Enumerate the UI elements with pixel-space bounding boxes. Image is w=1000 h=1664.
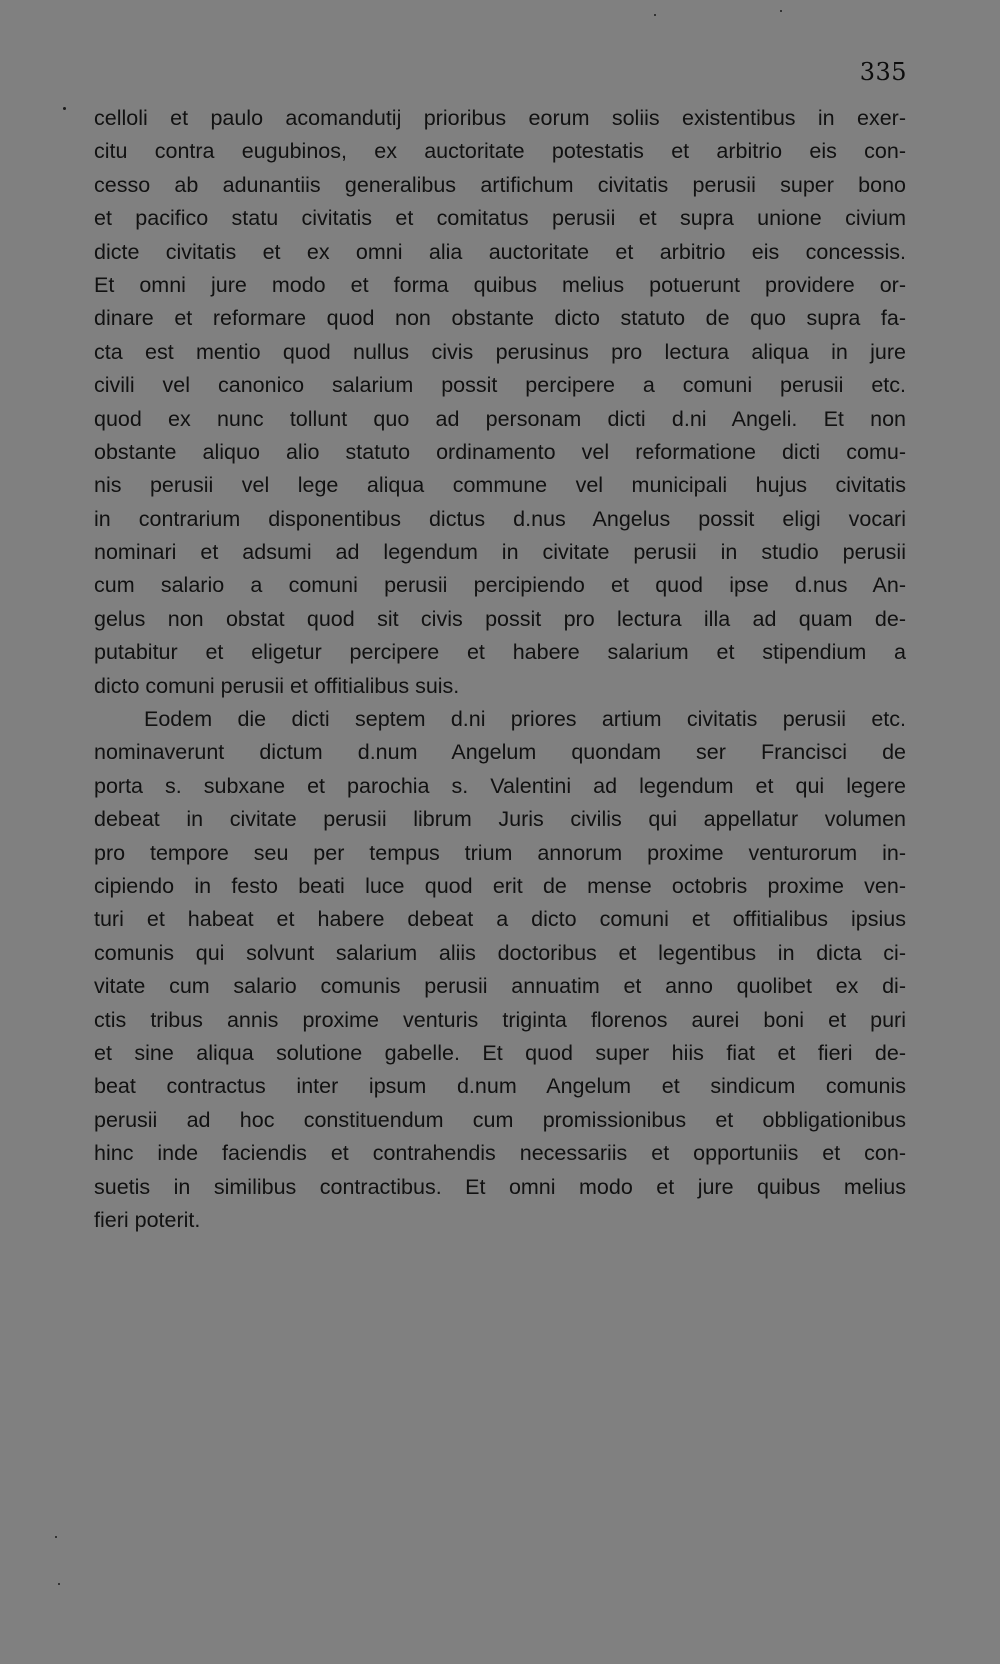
text-line: ctis tribus annis proxime venturis triginta florenos aurei boni et puri [94, 1007, 906, 1032]
text-line: debeat in civitate perusii librum Juris civilis qui appellatur volumen [94, 807, 906, 832]
text-line: suetis in similibus contractibus. Et omni modo et jure quibus melius [94, 1174, 906, 1199]
text-line: cum salario a comuni perusii percipiendo et quod ipse d.nus An- [94, 573, 906, 598]
page-number: 335 [859, 58, 907, 86]
text-line: quod ex nunc tollunt quo ad personam dicti d.ni Angeli. Et non [94, 406, 906, 431]
text-line: obstante aliquo alio statuto ordinamento vel reformatione dicti comu- [94, 439, 906, 464]
text-line: turi et habeat et habere debeat a dicto comuni et offitialibus ipsius [94, 907, 906, 932]
text-line: perusii ad hoc constituendum cum promissionibus et obbligationibus [94, 1107, 906, 1132]
text-line: nominaverunt dictum d.num Angelum quondam ser Francisci de [94, 740, 906, 765]
text-line: celloli et paulo acomandutij prioribus eorum soliis existentibus in exer- [94, 106, 906, 130]
text-line: nominari et adsumi ad legendum in civitate perusii in studio perusii [94, 540, 906, 565]
text-line: et sine aliqua solutione gabelle. Et quod super hiis fiat et fieri de- [94, 1040, 906, 1065]
paragraph [94, 703, 906, 1237]
text-line: dinare et reformare quod non obstante dicto statuto de quo supra fa- [94, 306, 906, 331]
text-line: hinc inde faciendis et contrahendis necessariis et opportuniis et con- [94, 1141, 906, 1166]
scan-speck [55, 1536, 57, 1538]
text-line: in contrarium disponentibus dictus d.nus Angelus possit eligi vocari [94, 506, 906, 531]
text-line: fieri poterit. [94, 1207, 201, 1232]
text-line: beat contractus inter ipsum d.num Angelum et sindicum comunis [94, 1074, 906, 1099]
text-line: Eodem die dicti septem d.ni priores artium civitatis perusii etc. [144, 707, 906, 732]
body-text [94, 102, 906, 1237]
text-line: citu contra eugubinos, ex auctoritate potestatis et arbitrio eis con- [94, 139, 906, 164]
text-line: civili vel canonico salarium possit percipere a comuni perusii etc. [94, 373, 906, 398]
scan-speck [654, 14, 656, 16]
text-line: dicto comuni perusii et offitialibus suis. [94, 673, 460, 698]
text-line: et pacifico statu civitatis et comitatus perusii et supra unione civium [94, 206, 906, 231]
text-line: dicte civitatis et ex omni alia auctoritate et arbitrio eis concessis. [94, 239, 906, 264]
text-line: vitate cum salario comunis perusii annuatim et anno quolibet ex di- [94, 974, 906, 999]
scan-speck [63, 107, 66, 110]
text-line: Et omni jure modo et forma quibus melius potuerunt providere or- [94, 272, 906, 297]
scan-speck [58, 1583, 60, 1585]
text-line: nis perusii vel lege aliqua commune vel municipali hujus civitatis [94, 473, 906, 498]
text-line: putabitur et eligetur percipere et habere salarium et stipendium a [94, 640, 906, 665]
paragraph [94, 102, 906, 703]
text-line: cipiendo in festo beati luce quod erit de mense octobris proxime ven- [94, 873, 906, 898]
text-line: cta est mentio quod nullus civis perusinus pro lectura aliqua in jure [94, 339, 906, 364]
text-line: cesso ab adunantiis generalibus artifichum civitatis perusii super bono [94, 172, 906, 197]
scan-speck [780, 10, 782, 12]
text-line: pro tempore seu per tempus trium annorum proxime venturorum in- [94, 840, 906, 865]
text-line: porta s. subxane et parochia s. Valentini ad legendum et qui legere [94, 773, 906, 798]
text-line: gelus non obstat quod sit civis possit pro lectura illa ad quam de- [94, 606, 906, 631]
text-line: comunis qui solvunt salarium aliis doctoribus et legentibus in dicta ci- [94, 940, 906, 965]
